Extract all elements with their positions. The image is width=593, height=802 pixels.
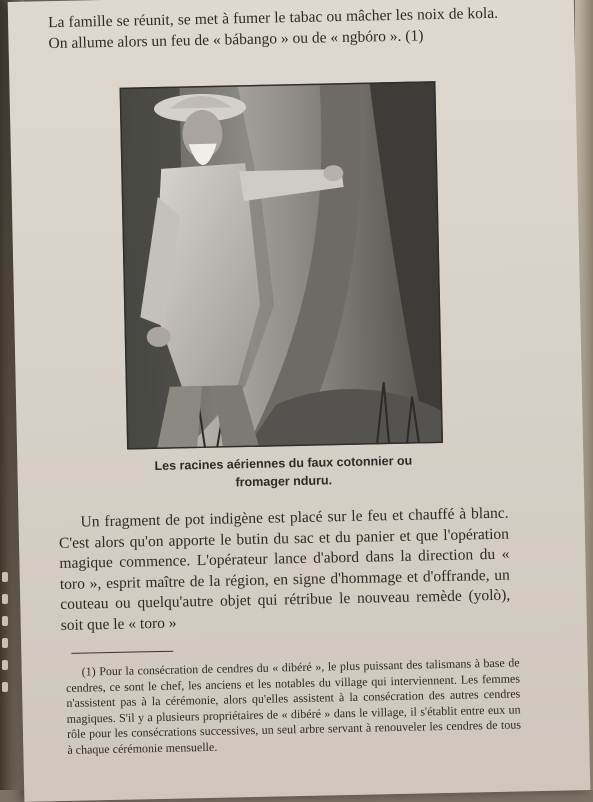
photo-caption-line-2: fromager nduru. xyxy=(235,473,333,490)
book-page xyxy=(8,0,591,802)
photo-illustration xyxy=(120,81,444,450)
photo-caption-line-1: Les racines aériennes du faux cotonnier ou xyxy=(154,453,413,474)
facing-page-edge xyxy=(2,560,16,704)
photo-caption xyxy=(113,451,454,494)
opening-paragraph: La famille se réunit, se met à fumer le tabac ou mâcher les noix de kola. On allume alors un feu de « bábango » ou de « ngbóro ». (1) xyxy=(47,4,499,52)
second-paragraph: Un fragment de pot indigène est placé sur le feu et chauffé à blanc. C'est alors qu'on apporte le butin du sac et du panier et que l'opération magique commence. L'opérateur lance d'abord dans la direction du « toro », esprit maître de la région, en signe d'hommage et d'offrande, un couteau ou quelqu'autre objet qui rétribue le nouveau remède (yolò), soit que le « toro » xyxy=(58,504,511,634)
footnote-separator xyxy=(71,651,173,654)
photograph-man-at-tree xyxy=(120,81,444,450)
footnote: (1) Pour la consécration de cendres du « dibéré », le plus puissant des talismans à base de cendres, ce sont le chef, les anciens et les notables du village qui interviennent. Les femmes n'assistent pas à la cérémonie, alors qu'elles assistent à la consécration des autres cendres magiques. S'il y a plusieurs propriétaires de « dibéré » dans le village, il s'établit entre eux un rôle pour les consécrations successives, un seul arbre servant à renouveler les cendres de tous à chaque cérémonie mensuelle. xyxy=(65,655,522,757)
